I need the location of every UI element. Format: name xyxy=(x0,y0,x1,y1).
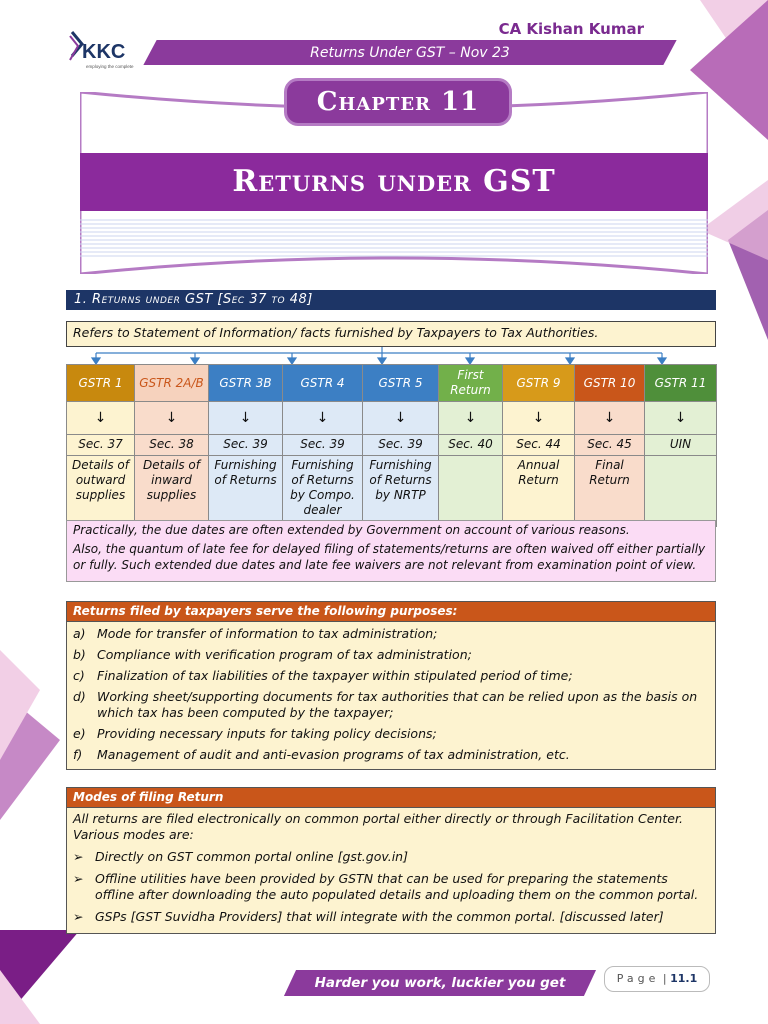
down-arrow-cell: ↓ xyxy=(135,402,209,435)
purpose-text: Providing necessary inputs for taking policy decisions; xyxy=(97,726,437,741)
modes-heading: Modes of filing Return xyxy=(66,787,716,808)
purpose-label: d) xyxy=(73,689,86,704)
modes-list xyxy=(67,849,715,925)
arrow-bullet-icon: ➢ xyxy=(73,909,84,924)
return-form-cell: First Return xyxy=(439,365,503,402)
returns-description-row xyxy=(67,456,717,527)
purpose-label: b) xyxy=(73,647,86,662)
purpose-text: Finalization of tax liabilities of the taxpayer within stipulated period of time; xyxy=(97,668,573,683)
return-description-cell: Annual Return xyxy=(503,456,575,527)
purpose-item xyxy=(73,626,709,642)
return-section-cell: Sec. 38 xyxy=(135,435,209,456)
mode-item xyxy=(73,871,709,903)
chapter-title: Returns under GST xyxy=(80,153,708,211)
purpose-label: a) xyxy=(73,626,86,641)
return-section-cell: Sec. 44 xyxy=(503,435,575,456)
return-description-cell: Details of inward supplies xyxy=(135,456,209,527)
return-section-cell: Sec. 39 xyxy=(363,435,439,456)
return-form-cell: GSTR 9 xyxy=(503,365,575,402)
return-description-cell: Final Return xyxy=(575,456,645,527)
returns-section-row xyxy=(67,435,717,456)
return-section-cell: Sec. 37 xyxy=(67,435,135,456)
footer-motto: Harder you work, luckier you get xyxy=(314,975,566,991)
purpose-label: f) xyxy=(73,747,83,762)
author-name: CA Kishan Kumar xyxy=(498,20,644,38)
purpose-label: c) xyxy=(73,668,85,683)
arrow-bullet-icon: ➢ xyxy=(73,849,84,864)
return-description-cell: Furnishing of Returns by NRTP xyxy=(363,456,439,527)
purpose-text: Management of audit and anti-evasion programs of tax administration, etc. xyxy=(97,747,570,762)
returns-table xyxy=(66,364,717,527)
return-description-cell: Furnishing of Returns xyxy=(209,456,283,527)
purpose-item xyxy=(73,668,709,684)
return-form-cell: GSTR 4 xyxy=(283,365,363,402)
purpose-label: e) xyxy=(73,726,86,741)
page-indicator xyxy=(604,966,710,992)
return-form-cell: GSTR 2A/B xyxy=(135,365,209,402)
logo-text: KKC xyxy=(82,41,126,63)
return-description-cell xyxy=(439,456,503,527)
down-arrow-cell: ↓ xyxy=(209,402,283,435)
returns-header-row xyxy=(67,365,717,402)
purposes-list xyxy=(67,622,715,763)
chapter-label: Chapter 11 xyxy=(284,78,512,126)
mode-text: Offline utilities have been provided by GSTN that can be used for preparing the statements offline after downloading the auto populated details and uploading them on the common portal. xyxy=(95,871,699,902)
down-arrow-cell: ↓ xyxy=(67,402,135,435)
purposes-box xyxy=(66,621,716,770)
logo-tagline: employing the complete xyxy=(86,64,134,69)
page-label: Page xyxy=(616,972,660,985)
down-arrow-cell: ↓ xyxy=(575,402,645,435)
return-form-cell: GSTR 10 xyxy=(575,365,645,402)
return-section-cell: Sec. 40 xyxy=(439,435,503,456)
return-description-cell: Furnishing of Returns by Compo. dealer xyxy=(283,456,363,527)
header-banner-title: Returns Under GST – Nov 23 xyxy=(310,45,510,61)
modes-intro: All returns are filed electronically on common portal either directly or through Facilitation Center. Various modes are: xyxy=(73,811,683,842)
return-form-cell: GSTR 5 xyxy=(363,365,439,402)
return-description-cell xyxy=(645,456,717,527)
down-arrow-cell: ↓ xyxy=(645,402,717,435)
purposes-heading: Returns filed by taxpayers serve the following purposes: xyxy=(66,601,716,622)
note-line: Also, the quantum of late fee for delayed filing of statements/returns are often waived off either partially or fully. Such extended due dates and late fee waivers are not relevant from examination point of view. xyxy=(73,542,706,572)
return-section-cell: Sec. 39 xyxy=(209,435,283,456)
down-arrow-cell: ↓ xyxy=(283,402,363,435)
arrow-bullet-icon: ➢ xyxy=(73,871,84,886)
return-section-cell: Sec. 39 xyxy=(283,435,363,456)
returns-arrow-row xyxy=(67,402,717,435)
down-arrow-cell: ↓ xyxy=(439,402,503,435)
purpose-item xyxy=(73,689,709,721)
purpose-item xyxy=(73,647,709,663)
return-form-cell: GSTR 1 xyxy=(67,365,135,402)
mode-text: GSPs [GST Suvidha Providers] that will integrate with the common portal. [discussed later] xyxy=(95,909,664,924)
section-heading: 1. Returns under GST [Sec 37 to 48] xyxy=(66,290,716,310)
definition-box: Refers to Statement of Information/ facts furnished by Taxpayers to Tax Authorities. xyxy=(66,321,716,347)
note-line: Practically, the due dates are often extended by Government on account of various reasons. xyxy=(73,523,630,537)
return-description-cell: Details of outward supplies xyxy=(67,456,135,527)
connector-arrows xyxy=(66,347,716,365)
page-separator: | xyxy=(662,972,667,985)
mode-item xyxy=(73,849,709,865)
page-number: 11.1 xyxy=(670,972,698,985)
purpose-item xyxy=(73,747,709,763)
mode-item xyxy=(73,909,709,925)
return-form-cell: GSTR 11 xyxy=(645,365,717,402)
purpose-item xyxy=(73,726,709,742)
return-section-cell: UIN xyxy=(645,435,717,456)
mode-text: Directly on GST common portal online [gst.gov.in] xyxy=(95,849,408,864)
modes-box xyxy=(66,807,716,934)
down-arrow-cell: ↓ xyxy=(503,402,575,435)
purpose-text: Mode for transfer of information to tax administration; xyxy=(97,626,438,641)
due-date-note xyxy=(66,520,716,582)
return-section-cell: Sec. 45 xyxy=(575,435,645,456)
kkc-logo xyxy=(68,26,140,76)
purpose-text: Compliance with verification program of tax administration; xyxy=(97,647,472,662)
return-form-cell: GSTR 3B xyxy=(209,365,283,402)
purpose-text: Working sheet/supporting documents for tax authorities that can be relied upon as the basis on which tax has been computed by the taxpayer; xyxy=(97,689,698,720)
down-arrow-cell: ↓ xyxy=(363,402,439,435)
